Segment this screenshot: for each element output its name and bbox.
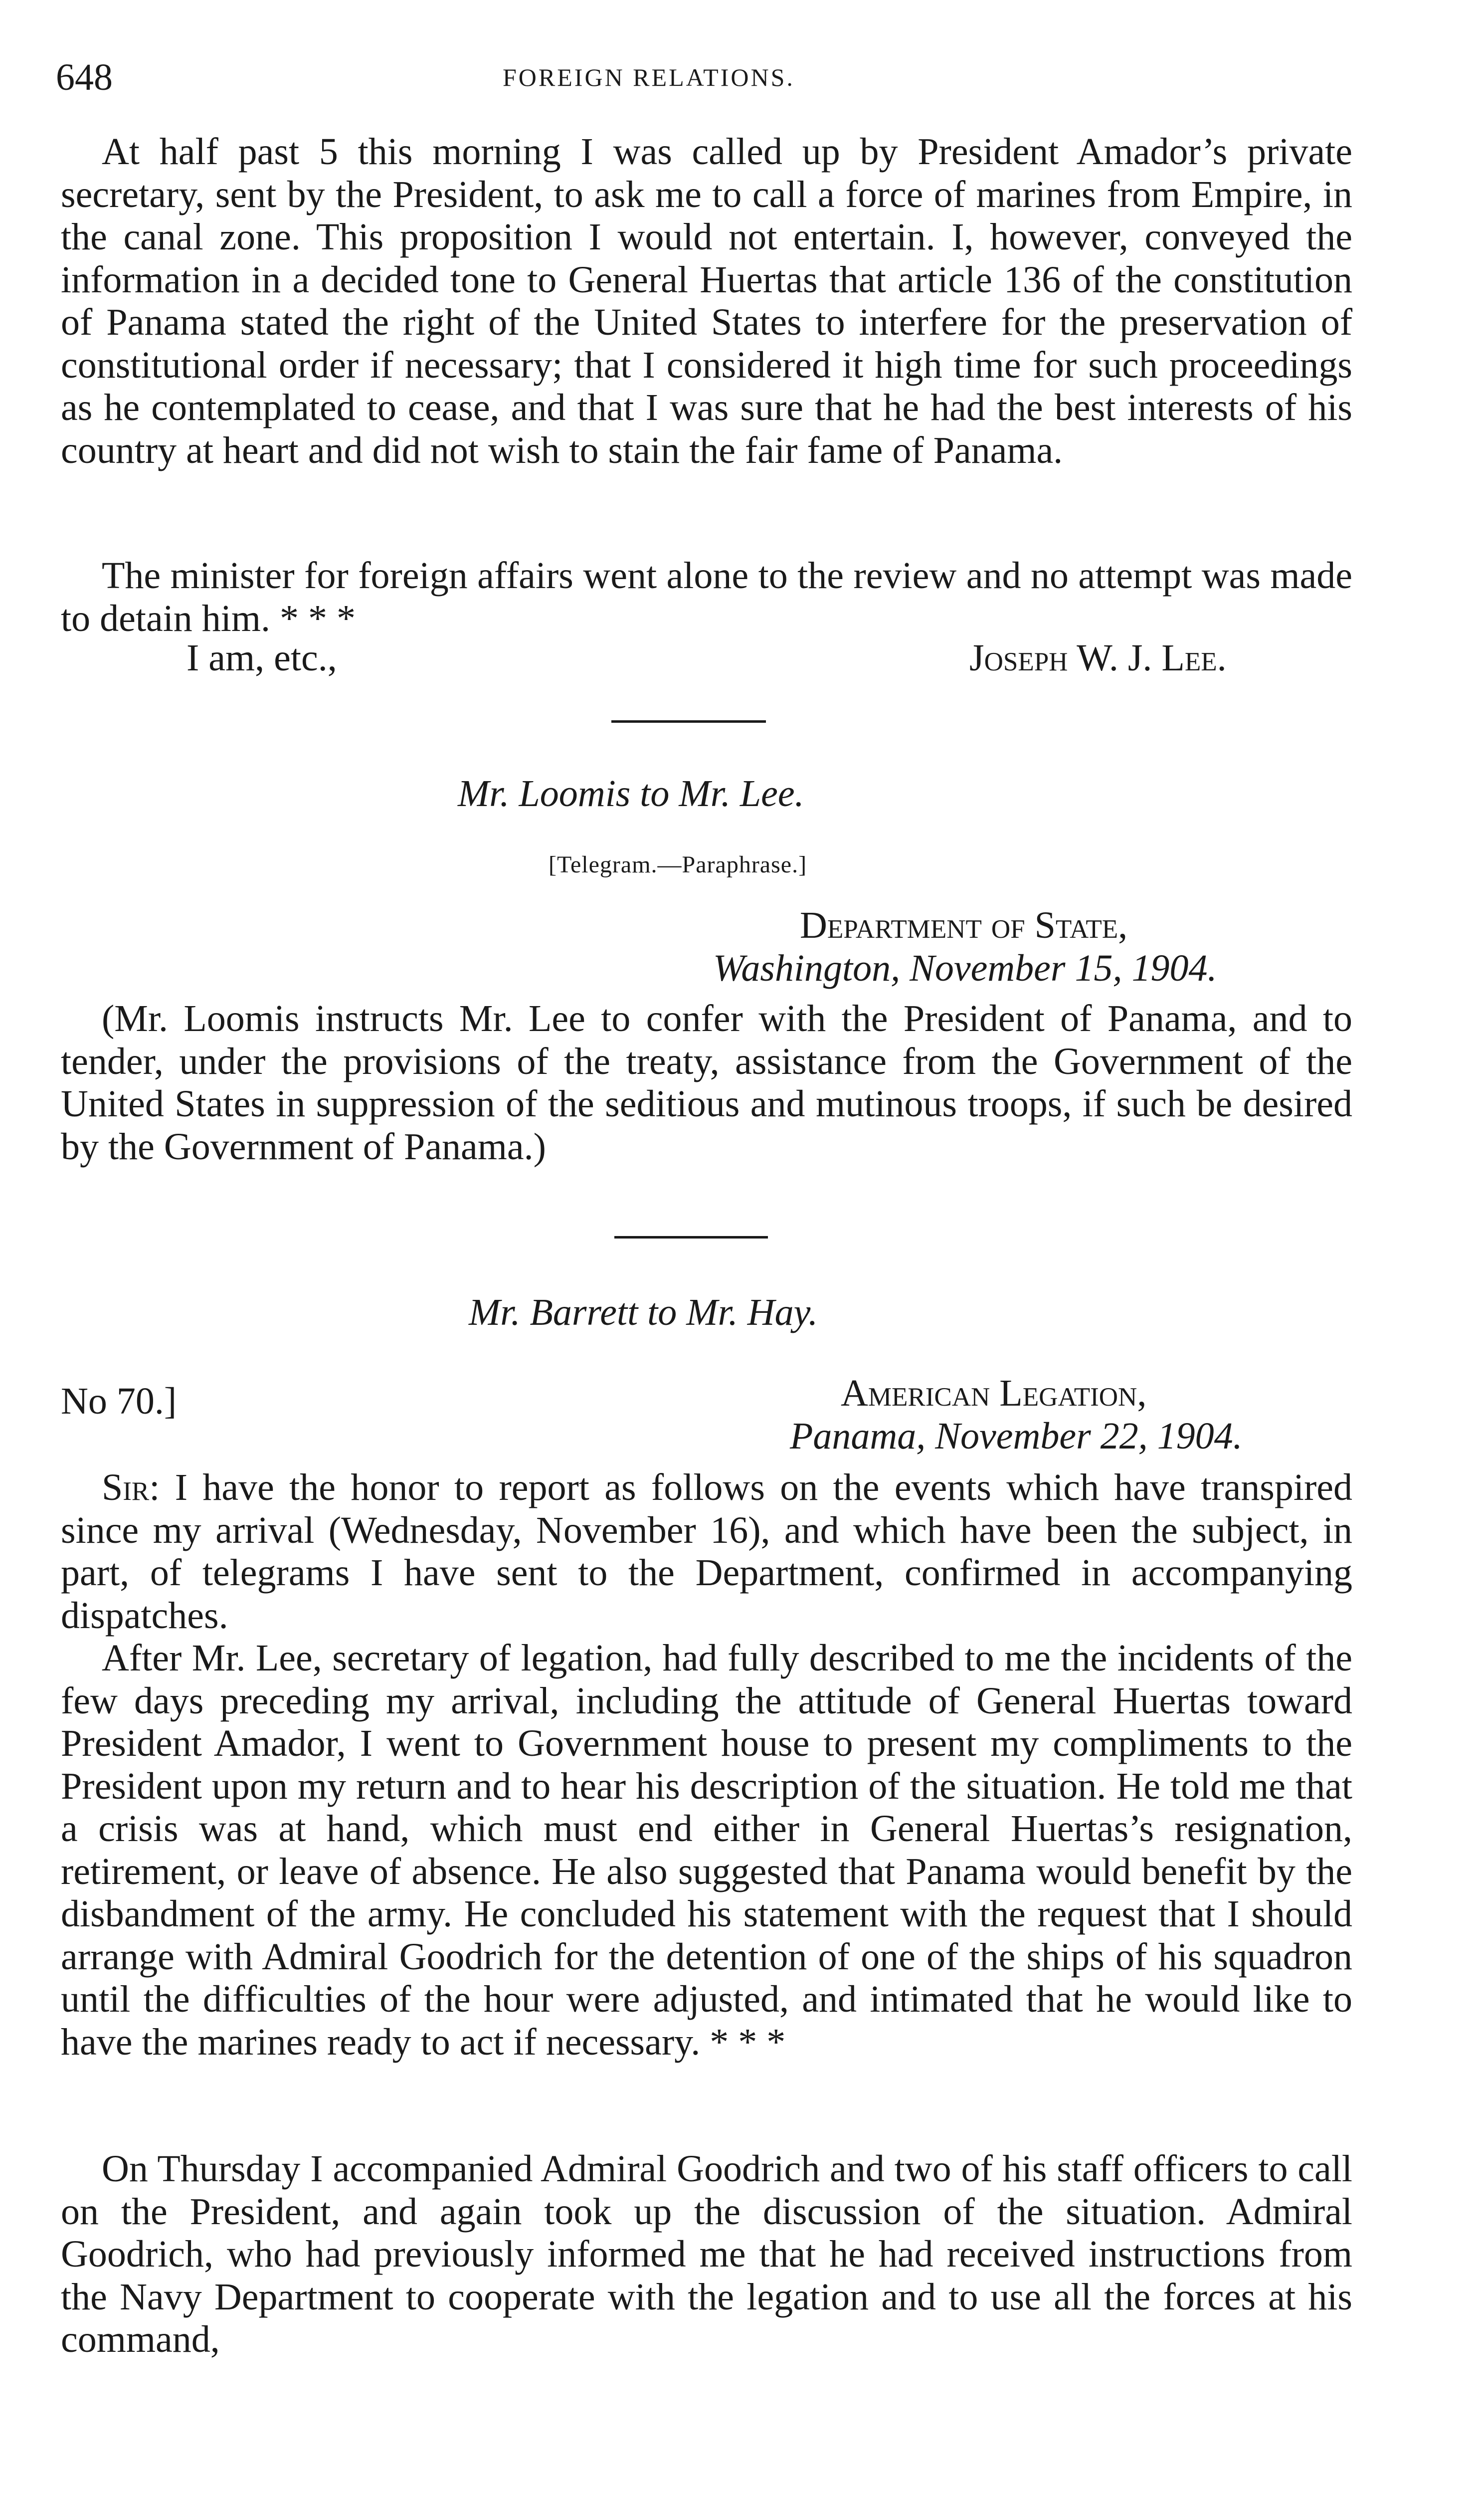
dispatch-number: No 70.] xyxy=(61,1380,177,1422)
barrett-place-date: Panama, November 22, 1904. xyxy=(790,1415,1243,1457)
barrett-paragraph-1 xyxy=(61,1466,1352,1637)
lee-paragraph-1: At half past 5 this morning I was called up by President Amador’s private secretary, sent by the President, to ask me to call a force of marines from Empire, in the canal zone. This proposition I would not entertain. I, however, conveyed the information in a decided tone to General Huertas that article 136 of the constitution of Panama stated the right of the United States to interfere for the preservation of constitutional order if necessary; that I considered it high time for such proceedings as he contemplated to cease, and that I was sure that he had the best interests of his country at heart and did not wish to stain the fair fame of Panama. xyxy=(61,131,1352,471)
loomis-office: Department of State, xyxy=(800,904,1128,946)
barrett-heading: Mr. Barrett to Mr. Hay. xyxy=(469,1291,818,1333)
salutation: Sir: xyxy=(102,1466,160,1508)
loomis-body: (Mr. Loomis instructs Mr. Lee to confer with the President of Panama, and to tender, under the provisions of the treaty, assistance from the Government of the United States in suppression of the seditious and mutinous troops, if such be desired by the Government of Panama.) xyxy=(61,998,1352,1168)
lee-closing: I am, etc., xyxy=(186,637,337,679)
loomis-heading: Mr. Loomis to Mr. Lee. xyxy=(458,773,804,815)
section-divider xyxy=(611,720,766,723)
running-title: FOREIGN RELATIONS. xyxy=(503,63,795,91)
page-number: 648 xyxy=(56,56,113,98)
loomis-place-date: Washington, November 15, 1904. xyxy=(713,947,1217,989)
barrett-paragraph-2: After Mr. Lee, secretary of legation, had fully described to me the incidents of the few days preceding my arrival, including the attitude of General Huertas toward President Amador, I went to Government house to present my compliments to the President upon my return and to hear his description of the situation. He told me that a crisis was at hand, which must end either in General Huertas’s resignation, retirement, or leave of absence. He also suggested that Panama would benefit by the disbandment of the army. He concluded his statement with the request that I should arrange with Admiral Goodrich for the detention of one of the ships of his squadron until the difficulties of the hour were adjusted, and intimated that he would like to have the marines ready to act if necessary. * * * xyxy=(61,1637,1352,2063)
lee-paragraph-2: The minister for foreign affairs went alone to the review and no attempt was made to detain him. * * * xyxy=(61,555,1352,639)
lee-signature: Joseph W. J. Lee. xyxy=(969,637,1227,679)
barrett-paragraph-3: On Thursday I accompanied Admiral Goodrich and two of his staff officers to call on the President, and again took up the discussion of the situation. Admiral Goodrich, who had previously informed me that he had received instructions from the Navy Department to cooperate with the legation and to use all the forces at his command, xyxy=(61,2148,1352,2360)
barrett-office: American Legation, xyxy=(841,1372,1147,1414)
telegram-note: [Telegram.—Paraphrase.] xyxy=(549,851,807,878)
section-divider xyxy=(614,1236,768,1239)
barrett-paragraph-1-text: I have the honor to report as follows on the events which have transpired since my arrival (Wednesday, November 16), and which have been the subject, in part, of telegrams I have sent to the Department, confirmed in accompanying dispatches. xyxy=(61,1466,1352,1637)
